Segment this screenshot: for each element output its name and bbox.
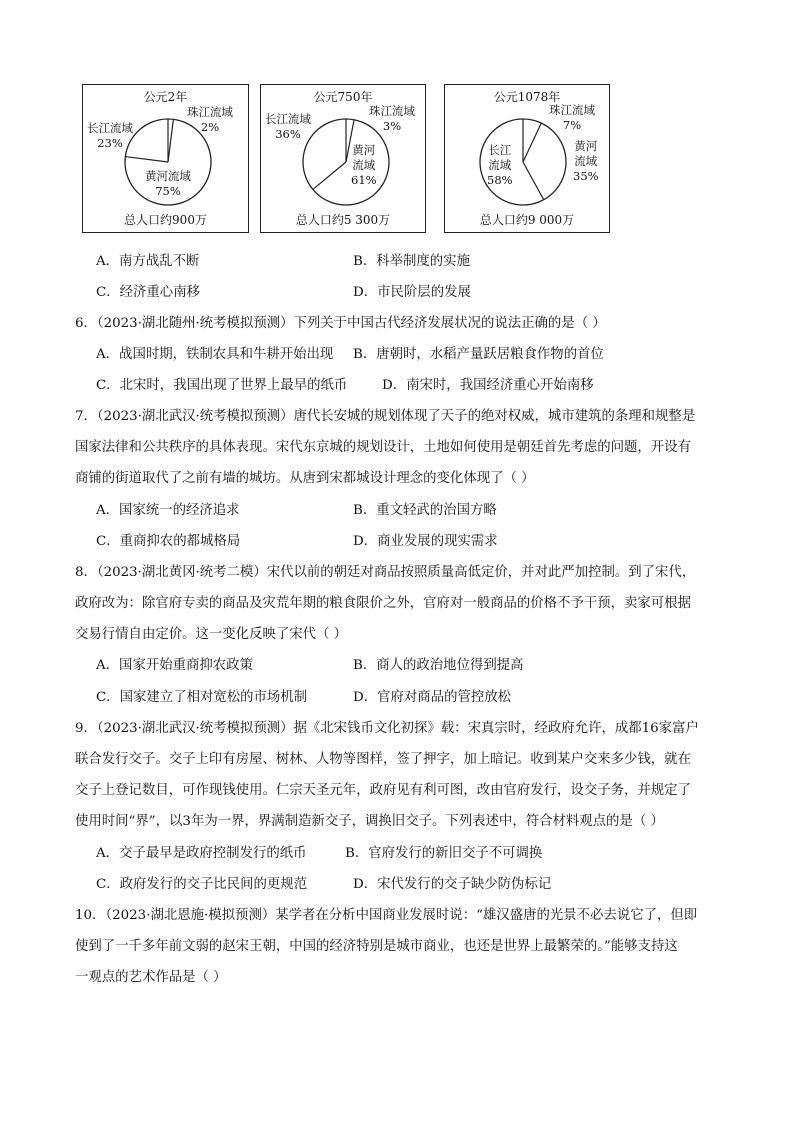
slice-label-pearl bbox=[369, 104, 415, 134]
slice-name: 黄河流域 bbox=[145, 169, 191, 183]
q7-option-d[interactable]: D．商业发展的现实需求 bbox=[353, 534, 498, 549]
q8-option-b[interactable]: B．商人的政治地位得到提高 bbox=[353, 658, 524, 673]
q7-option-b[interactable]: B．重文轻武的治国方略 bbox=[353, 503, 497, 518]
slice-percent: 7% bbox=[562, 118, 582, 132]
q7-option-a[interactable]: A．国家统一的经济追求 bbox=[96, 503, 240, 518]
q5-option-d[interactable]: D．市民阶层的发展 bbox=[353, 285, 471, 300]
q7-stem-line1: 7．（2023·湖北武汉·统考模拟预测）唐代长安城的规划体现了天子的绝对权威，城市建筑的条理和规整是 bbox=[75, 409, 696, 424]
slice-name: 珠江流域 bbox=[369, 104, 415, 118]
q8-stem-line3: 交易行情自由定价。这一变化反映了宋代（ ） bbox=[75, 627, 348, 642]
q9-option-b[interactable]: B．官府发行的新旧交子不可调换 bbox=[345, 846, 543, 861]
slice-label-yangtze bbox=[487, 143, 513, 188]
slice-label-yangtze bbox=[265, 112, 311, 142]
chart-title: 公元2年 bbox=[143, 90, 188, 104]
chart-title: 公元750年 bbox=[313, 90, 373, 104]
q10-stem-line2: 使到了一千多年前文弱的赵宋王朝，中国的经济特别是城市商业，也还是世界上最繁荣的。”能够支持这 bbox=[75, 939, 678, 954]
q8-option-a[interactable]: A．国家开始重商抑农政策 bbox=[96, 658, 253, 673]
chart-title: 公元1078年 bbox=[493, 90, 561, 104]
slice-label-yellow bbox=[351, 143, 377, 188]
slice-percent: 23% bbox=[97, 136, 123, 150]
chart-footer: 总人口约900万 bbox=[124, 213, 207, 227]
slice-name: 长江 bbox=[488, 143, 512, 157]
q6-option-a[interactable]: A．战国时期，铁制农具和牛耕开始出现 bbox=[96, 347, 334, 362]
slice-percent: 36% bbox=[275, 127, 301, 141]
q8-stem-line1: 8．（2023·湖北黄冈·统考二模）宋代以前的朝廷对商品按照质量高低定价，并对此严加控制。到了宋代， bbox=[75, 565, 696, 580]
slice-name: 黄河 bbox=[352, 143, 376, 157]
slice-percent: 58% bbox=[487, 173, 513, 187]
q7-option-c[interactable]: C．重商抑农的都城格局 bbox=[96, 534, 241, 549]
pie-chart-ad2 bbox=[82, 84, 249, 233]
slice-name: 长江流域 bbox=[87, 121, 133, 135]
q6-stem: 6．（2023·湖北随州·统考模拟预测）下列关于中国古代经济发展状况的说法正确的是（ ） bbox=[75, 316, 606, 331]
q10-stem-line1: 10．（2023·湖北恩施·模拟预测）某学者在分析中国商业发展时说：“雄汉盛唐的光景不必去说它了，但即 bbox=[75, 908, 698, 923]
slice-percent: 35% bbox=[573, 169, 599, 183]
slice-name: 流域 bbox=[574, 154, 598, 168]
q9-option-c[interactable]: C．政府发行的交子比民间的更规范 bbox=[96, 877, 308, 892]
pie-chart-ad750 bbox=[260, 84, 426, 233]
slice-percent: 75% bbox=[155, 184, 181, 198]
population-pie-charts bbox=[82, 84, 642, 236]
q7-stem-line2: 国家法律和公共秩序的具体表现。宋代东京城的规划设计，土地如何使用是朝廷首先考虑的问题，开设有 bbox=[75, 440, 691, 455]
q8-option-d[interactable]: D．官府对商品的管控放松 bbox=[353, 690, 512, 705]
slice-label-yellow bbox=[145, 169, 191, 199]
slice-name: 流域 bbox=[352, 158, 376, 172]
q5-option-c[interactable]: C．经济重心南移 bbox=[96, 285, 200, 300]
q9-option-d[interactable]: D．宋代发行的交子缺少防伪标记 bbox=[353, 877, 552, 892]
q6-option-d[interactable]: D．南宋时，我国经济重心开始南移 bbox=[382, 378, 594, 393]
q10-stem-line3: 一观点的艺术作品是（ ） bbox=[75, 970, 227, 985]
q5-option-b[interactable]: B．科举制度的实施 bbox=[353, 254, 470, 269]
slice-label-pearl bbox=[187, 105, 233, 135]
slice-name: 珠江流域 bbox=[187, 105, 233, 119]
q9-stem-line1: 9．（2023·湖北武汉·统考模拟预测）据《北宋钱币文化初探》载：宋真宗时，经政府允许，成都16家富户 bbox=[75, 721, 699, 736]
chart-footer: 总人口约9 000万 bbox=[479, 213, 575, 227]
q9-stem-line3: 交子上登记数目，可作现钱使用。仁宗天圣元年，政府见有利可图，改由官府发行，设交子务，并规定了 bbox=[75, 783, 691, 798]
q8-option-c[interactable]: C．国家建立了相对宽松的市场机制 bbox=[96, 690, 308, 705]
q9-stem-line2: 联合发行交子。交子上印有房屋、树林、人物等图样，签了押字，加上暗记。收到某户交来多少钱，就在 bbox=[75, 752, 691, 767]
slice-label-yellow bbox=[573, 139, 599, 184]
slice-percent: 3% bbox=[382, 119, 402, 133]
pie-chart-ad1078 bbox=[444, 84, 610, 233]
q7-stem-line3: 商铺的街道取代了之前有墙的城坊。从唐到宋都城设计理念的变化体现了（ ） bbox=[75, 471, 535, 486]
q5-option-a[interactable]: A．南方战乱不断 bbox=[96, 254, 200, 269]
q6-option-c[interactable]: C．北宋时，我国出现了世界上最早的纸币 bbox=[96, 378, 348, 393]
slice-label-pearl bbox=[549, 103, 595, 133]
q9-option-a[interactable]: A．交子最早是政府控制发行的纸币 bbox=[96, 846, 307, 861]
slice-percent: 61% bbox=[351, 173, 377, 187]
slice-label-yangtze bbox=[87, 121, 133, 151]
chart-footer: 总人口约5 300万 bbox=[295, 213, 391, 227]
slice-name: 珠江流域 bbox=[549, 103, 595, 117]
slice-name: 长江流域 bbox=[265, 112, 311, 126]
slice-name: 黄河 bbox=[574, 139, 598, 153]
q9-stem-line4: 使用时间“界”，以3年为一界，界满制造新交子，调换旧交子。下列表述中，符合材料观点的是（ ） bbox=[75, 814, 664, 829]
q6-option-b[interactable]: B．唐朝时，水稻产量跃居粮食作物的首位 bbox=[353, 347, 604, 362]
slice-percent: 2% bbox=[200, 120, 220, 134]
slice-name: 流域 bbox=[488, 158, 512, 172]
q8-stem-line2: 政府改为：除官府专卖的商品及灾荒年期的粮食限价之外，官府对一般商品的价格不予干预，卖家可根据 bbox=[75, 596, 691, 611]
